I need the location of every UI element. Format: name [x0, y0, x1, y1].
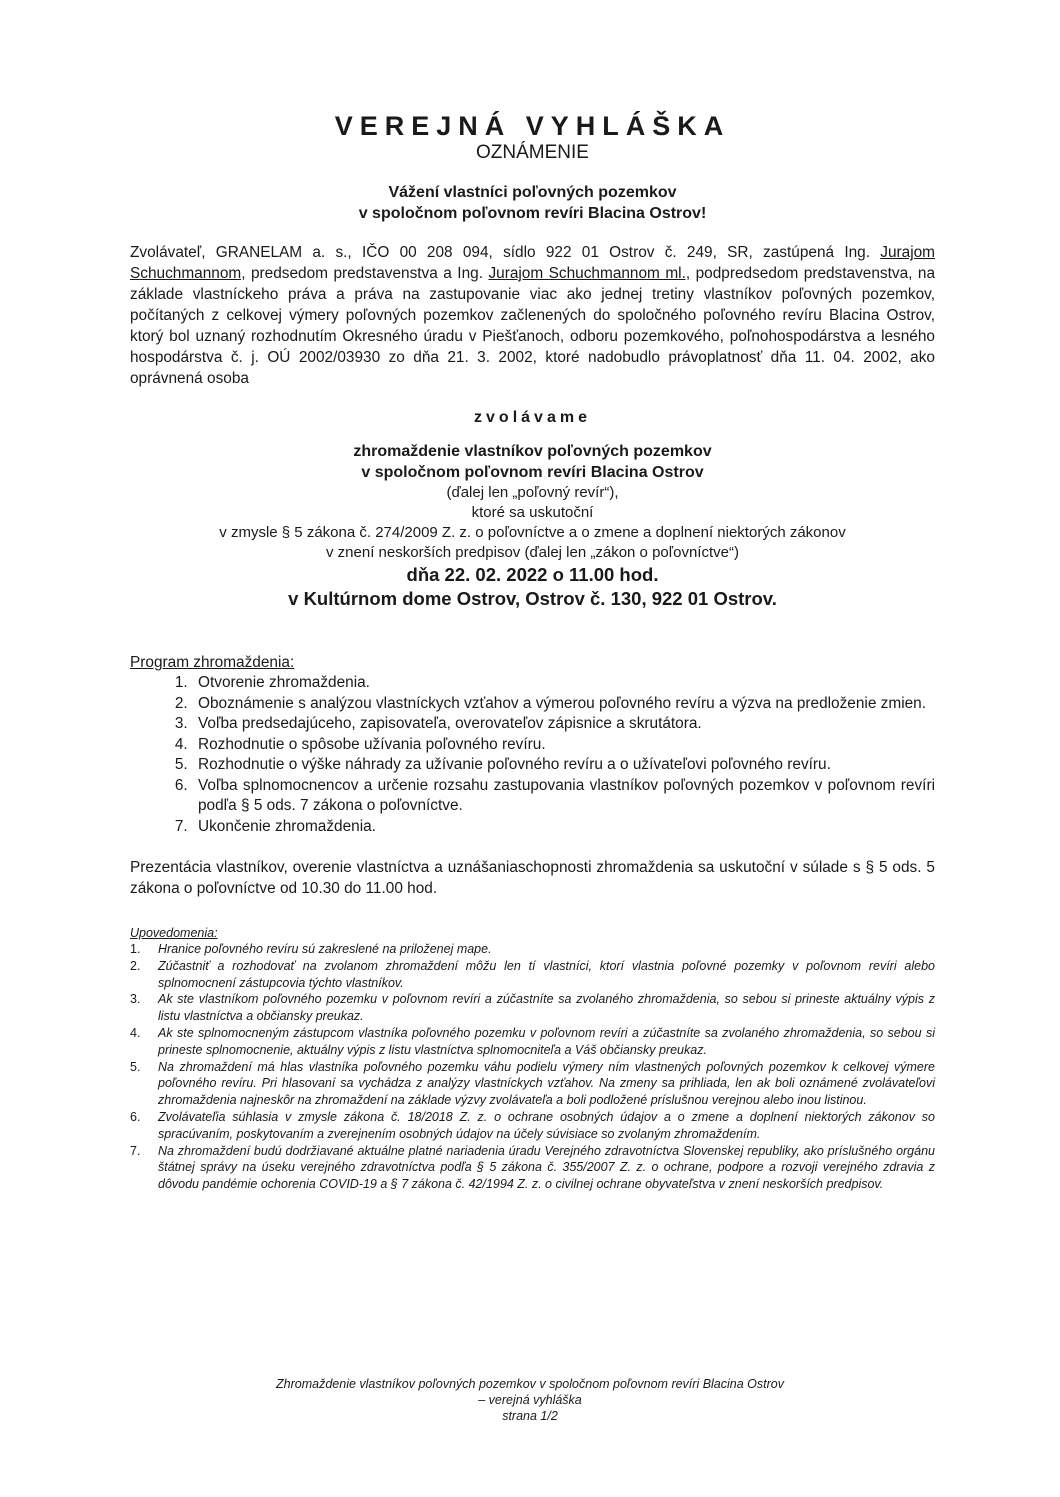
intro-paragraph	[130, 242, 935, 389]
intro-text-3: podpredsedom predstavenstva, na základe vlastníckeho práva a práva na zastupovanie viac ako jednej tretiny vlastníkov poľovných pozemkov, počítaných z celkovej výmery poľovných pozemkov začlenených do spoločného poľovného revíru Blacina Ostrov, ktorý bol uznaný rozhodnutím Okresného úradu v Piešťanoch, odboru pozemkového, poľnohospodárstva a lesného hospodárstva č. j. OÚ 2002/03930 zo dňa 21. 3. 2002, ktoré nadobudlo právoplatnosť dňa 11. 04. 2002, ako oprávnená osoba	[130, 265, 935, 387]
note-number: 1.	[130, 942, 141, 956]
assembly-title	[130, 441, 935, 483]
program-item: 7. Ukončenie zhromaždenia.	[192, 817, 935, 838]
program-item: 1. Otvorenie zhromaždenia.	[192, 673, 935, 694]
law-reference-1: v zmysle § 5 zákona č. 274/2009 Z. z. o poľovníctve a o zmene a doplnení niektorých zákonov	[219, 524, 846, 541]
note-text: Ak ste vlastníkom poľovného pozemku v poľovnom revíri a zúčastníte sa zvolaného zhromaždenia, so sebou si prineste aktuálny výpis z listu vlastníctva a občiansky preukaz.	[158, 992, 935, 1024]
document-page	[130, 110, 935, 1193]
note-item	[130, 1059, 935, 1109]
program-item: 4. Rozhodnutie o spôsobe užívania poľovného revíru.	[192, 735, 935, 756]
intro-text-1: Zvolávateľ, GRANELAM a. s., IČO 00 208 094, sídlo 922 01 Ostrov č. 249, SR, zastúpená Ing.	[130, 244, 881, 261]
note-item	[130, 941, 935, 958]
note-item	[130, 1025, 935, 1059]
program-list	[130, 673, 935, 837]
greeting-line-1: Vážení vlastníci poľovných pozemkov	[388, 184, 677, 201]
assembly-line-2: v spoločnom poľovnom revíri Blacina Ostrov	[361, 464, 704, 481]
representative-name-1: Jurajom Schuchmannom,	[130, 244, 935, 282]
note-item	[130, 991, 935, 1025]
notes-title: Upovedomenia:	[130, 926, 218, 940]
document-header	[130, 110, 935, 224]
program-item: 6. Voľba splnomocnencov a určenie rozsahu zastupovania vlastníkov poľovných pozemkov v poľovnom revíri podľa § 5 ods. 7 zákona o poľovníctve.	[192, 776, 935, 817]
representative-name-2: Jurajom Schuchmannom ml.,	[488, 265, 691, 282]
law-reference-2: v znení neskorších predpisov (ďalej len „zákon o poľovníctve“)	[326, 544, 739, 561]
note-text: Zvolávateľia súhlasia v zmysle zákona č. 18/2018 Z. z. o ochrane osobných údajov a o zmene a doplnení niektorých zákonov so spracúvaním, poskytovaním a zverejnením osobných údajov na účely súvisiace so zvolaným zhromaždením.	[158, 1109, 935, 1141]
page-footer	[230, 1376, 830, 1424]
assembly-alias: (ďalej len „poľovný revír“),	[446, 484, 619, 501]
program-title: Program zhromaždenia:	[130, 654, 295, 671]
note-item	[130, 958, 935, 992]
assembly-place: v Kultúrnom dome Ostrov, Ostrov č. 130, 922 01 Ostrov.	[288, 588, 777, 609]
convene-heading: zvolávame	[474, 409, 591, 426]
greeting-line-2: v spoločnom poľovnom revíri Blacina Ostrov!	[358, 205, 707, 222]
note-number: 6.	[130, 1109, 141, 1124]
note-number: 4.	[130, 1025, 141, 1040]
note-item	[130, 1109, 935, 1143]
note-text: Ak ste splnomocneným zástupcom vlastníka poľovného pozemku v poľovnom revíri a zúčastníte sa zvolaného zhromaždenia, so sebou si prineste splnomocnenie, aktuálny výpis z listu vlastníctva splnomocniteľa a Váš občiansky preukaz.	[158, 1025, 935, 1057]
footer-line-2: – verejná vyhláška	[478, 1393, 582, 1407]
note-text: Na zhromaždení budú dodržiavané aktuálne platné nariadenia úradu Verejného zdravotníctva Slovenskej republiky, ako príslušného orgánu štátnej správy na úseku verejného zdravotníctva podľa § 5 zákona č. 355/2007 Z. z. o ochrane, podpore a rozvoji verejného zdravia z dôvodu pandémie ochorenia COVID-19 a § 7 zákona č. 42/1994 Z. z. o civilnej ochrane obyvateľstva v znení neskorších predpisov.	[158, 1143, 935, 1192]
note-number: 3.	[130, 992, 141, 1007]
document-subtitle: OZNÁMENIE	[476, 142, 589, 163]
program-item: 2. Oboznámenie s analýzou vlastníckych vzťahov a výmerou poľovného revíru a výzva na predloženie zmien.	[192, 694, 935, 715]
note-text: Zúčastniť a rozhodovať na zvolanom zhromaždení môžu len tí vlastníci, ktorí vlastnia poľovné pozemky v poľovnom revíri alebo splnomocnení zástupcovia týchto vlastníkov.	[158, 958, 935, 990]
program-item: 3. Voľba predsedajúceho, zapisovateľa, overovateľov zápisnice a skrutátora.	[192, 714, 935, 735]
intro-text-2: predsedom predstavenstva a Ing.	[245, 265, 489, 282]
presentation-paragraph: Prezentácia vlastníkov, overenie vlastníctva a uznášaniaschopnosti zhromaždenia sa uskutoční v súlade s § 5 ods. 5 zákona o poľovníctve od 10.30 do 11.00 hod.	[130, 859, 935, 897]
note-item	[130, 1143, 935, 1193]
note-number: 2.	[130, 958, 141, 973]
greeting	[130, 182, 935, 224]
note-text: Na zhromaždení má hlas vlastníka poľovného pozemku váhu podielu výmery ním vlastnených poľovných pozemkov k celkovej výmere poľovného revíru. Pri hlasovaní sa vychádza z analýzy vlastníckych vzťahov. Na zmeny sa prihliada, len ak boli oznámené zvolávateľovi zhromaždenia najneskôr na zhromaždení na základe výzvy zvolávateľa a boli podložené príslušnou verejnou alebo inou listinou.	[158, 1059, 935, 1108]
convocation-block	[130, 407, 935, 611]
notes-list	[130, 941, 935, 1193]
note-text: Hranice poľovného revíru sú zakreslené na priloženej mape.	[158, 942, 492, 956]
assembly-date: dňa 22. 02. 2022 o 11.00 hod.	[406, 564, 659, 585]
page-number: strana 1/2	[502, 1409, 558, 1423]
note-number: 7.	[130, 1143, 141, 1158]
footer-line-1: Zhromaždenie vlastníkov poľovných pozemkov v spoločnom poľovnom revíri Blacina Ostrov	[276, 1377, 784, 1391]
program-item: 5. Rozhodnutie o výške náhrady za užívanie poľovného revíru a o užívateľovi poľovného revíru.	[192, 755, 935, 776]
assembly-held: ktoré sa uskutoční	[471, 504, 594, 521]
note-number: 5.	[130, 1059, 141, 1074]
assembly-line-1: zhromaždenie vlastníkov poľovných pozemkov	[353, 443, 712, 460]
document-title: VEREJNÁ VYHLÁŠKA	[334, 111, 731, 141]
